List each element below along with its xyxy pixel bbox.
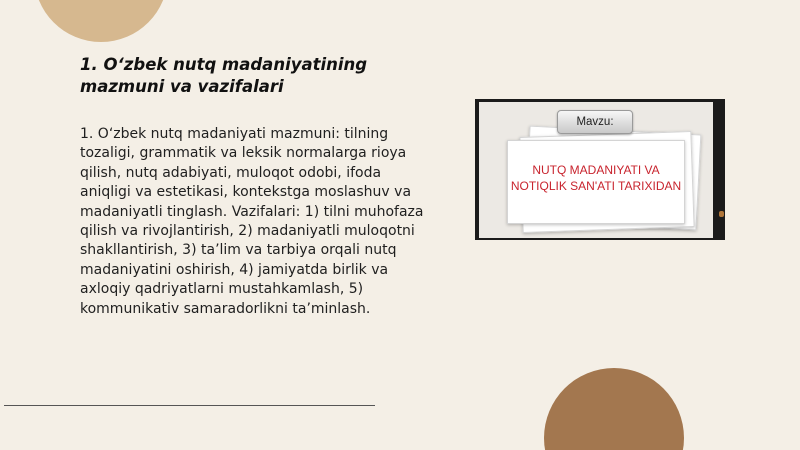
edge-marker <box>719 211 724 217</box>
decorative-circle-top <box>34 0 168 42</box>
decorative-circle-bottom <box>544 368 684 450</box>
embedded-slide-canvas <box>479 102 713 238</box>
divider-line <box>4 405 375 406</box>
embedded-slide-title: NUTQ MADANIYATI VA NOTIQLIK SAN'ATI TARIXIDAN <box>510 163 682 193</box>
slide-heading: 1. O‘zbek nutq madaniyatining mazmuni va vazifalari <box>80 55 368 96</box>
slide-body-text: 1. O‘zbek nutq madaniyati mazmuni: tilning tozaligi, grammatik va leksik normalarga rioya qilish, nutq adabiyati, muloqot odobi, ifoda aniqligi va estetikasi, kontekstga moslashuv va madaniyatli tinglash. Vazifalari: 1) tilni muhofaza qilish va rivojlantirish, 2) madaniyatli muloqotni shakllantirish, 3) ta’lim va tarbiya orqali nutq madaniyatini oshirish, 4) jamiyatda birlik va axloqiy qadriyatlarni mustahkamlash, 5) kommunikativ samaradorlikni ta’minlash. <box>80 126 424 317</box>
embedded-slide-image <box>475 99 725 240</box>
embedded-slide-topic-tab: Mavzu: <box>557 110 633 134</box>
